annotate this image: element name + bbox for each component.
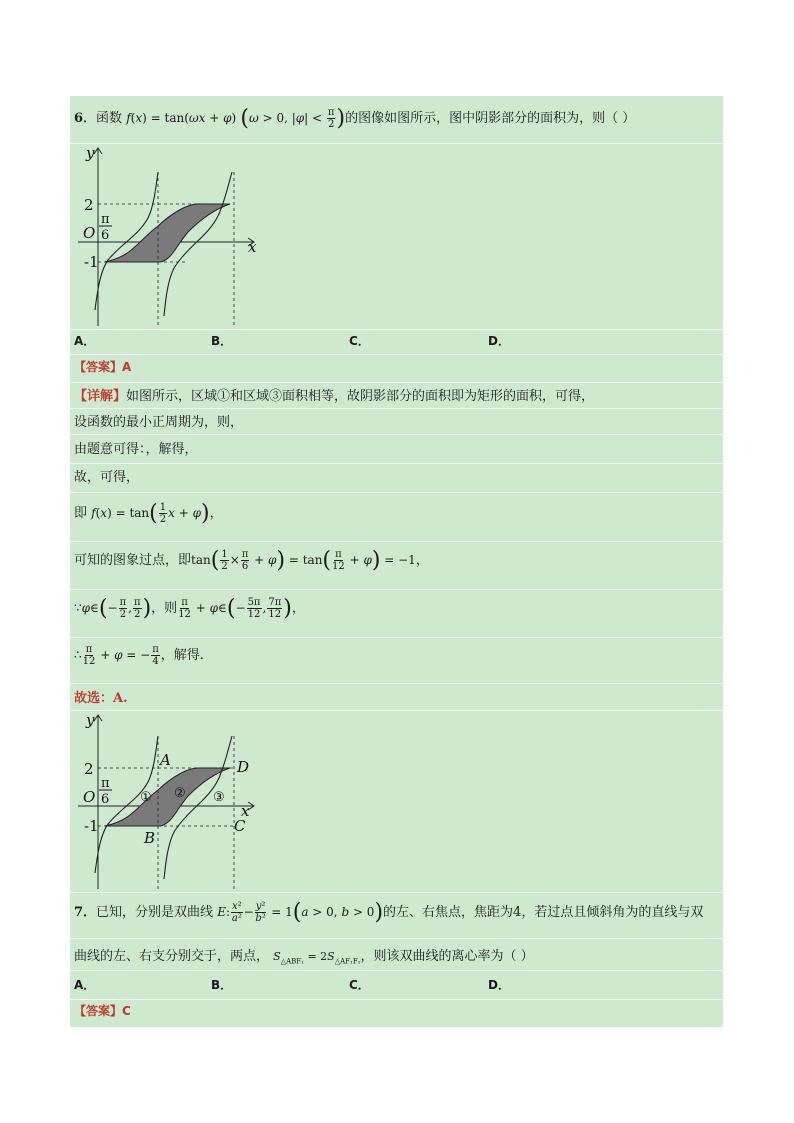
point-b-label: B	[144, 829, 156, 847]
svg-text:6: 6	[101, 792, 110, 807]
detail-line-7: ∵φ∈(− $\frac{\pi}{2}$ , $\frac{\pi}{2}$ )，则 $\frac{\pi}{12}$ + φ∈(− $\frac{5\pi}{12}$ , $\frac{7\pi}{12}$ )，	[74, 596, 305, 621]
detail-line-2: 设函数的最小正周期为，则，	[74, 415, 244, 430]
pi-label: π	[101, 212, 110, 227]
tick-label-2: 2	[84, 196, 94, 214]
document-page	[70, 96, 723, 1027]
origin-label: O	[83, 224, 96, 242]
question-7-stem-1: 7．已知，分别是双曲线 E: $\frac{\text{x²}}{\text{a²}}$ − $\frac{\text{y²}}{\text{b²}}$ = 1(a > 0, b > 0)的左、右焦点，焦距为4，若过点且倾斜角为的直线与双	[74, 900, 704, 925]
tangent-graph-solution	[78, 713, 268, 891]
q7-option-b: B．	[211, 978, 233, 992]
shaded-region-2	[105, 768, 230, 826]
point-a-label: A	[160, 751, 171, 769]
detail-line-1: 【详解】如图所示，区域①和区域③面积相等，故阴影部分的面积即为矩形的面积，可得，	[74, 389, 595, 404]
option-c: C．	[349, 334, 370, 348]
detail-line-8: ∴ $\frac{\pi}{12}$ + φ = − $\frac{\pi}{4}$ ，解得.	[74, 644, 204, 667]
option-b: B．	[211, 334, 233, 348]
option-d: D．	[488, 334, 510, 348]
detail-line-5: 即 f(x) = tan( $\frac{1}{2}$ x + φ)，	[74, 501, 223, 526]
tangent-graph-question	[78, 146, 268, 328]
six-label: 6	[101, 228, 110, 243]
shaded-region	[105, 204, 230, 262]
detail-line-4: 故，可得，	[74, 470, 140, 485]
tick-label-neg1b: -1	[84, 817, 99, 835]
point-c-label: C	[234, 817, 246, 835]
q7-option-a: A．	[74, 978, 96, 992]
tick-label-neg1: -1	[84, 253, 99, 271]
origin-label-2: O	[83, 788, 96, 806]
answer-6: 【答案】A	[74, 360, 132, 374]
y-axis-label: y	[86, 146, 95, 162]
q7-option-c: C．	[349, 978, 370, 992]
answer-7: 【答案】C	[74, 1004, 131, 1018]
point-d-label: D	[237, 758, 250, 776]
svg-text:π: π	[101, 776, 110, 791]
y-axis-label-2: y	[86, 713, 95, 729]
option-a: A．	[74, 334, 96, 348]
region-3-label: ③	[213, 790, 225, 805]
question-6-stem: 6．函数 f(x) = tan(ωx + φ) (ω > 0, |φ| < $\frac{\pi}{2}$ )的图像如图所示，图中阴影部分的面积为，则（ ）	[74, 106, 636, 131]
x-axis-label: x	[248, 238, 257, 256]
region-2-label: ②	[174, 786, 186, 801]
detail-line-6: 可知的图象过点，即tan( $\frac{1}{2}$ × $\frac{\pi}{6}$ + φ) = tan( $\frac{\pi}{12}$ + φ) = −1，	[74, 548, 429, 573]
question-7-stem-2: 曲线的左、右支分别交于，两点， $S_{\triangle ABF_1} = 2S_{\triangle AF_1F_2}$，则该双曲线的离心率为（ ）	[74, 949, 534, 966]
region-1-label: ①	[140, 790, 152, 805]
detail-line-3: 由题意可得：，解得，	[74, 442, 198, 457]
q7-option-d: D．	[488, 978, 510, 992]
x-axis-label-2: x	[241, 802, 250, 820]
detail-choose: 故选：A.	[74, 691, 128, 706]
tick-label-2b: 2	[84, 760, 94, 778]
